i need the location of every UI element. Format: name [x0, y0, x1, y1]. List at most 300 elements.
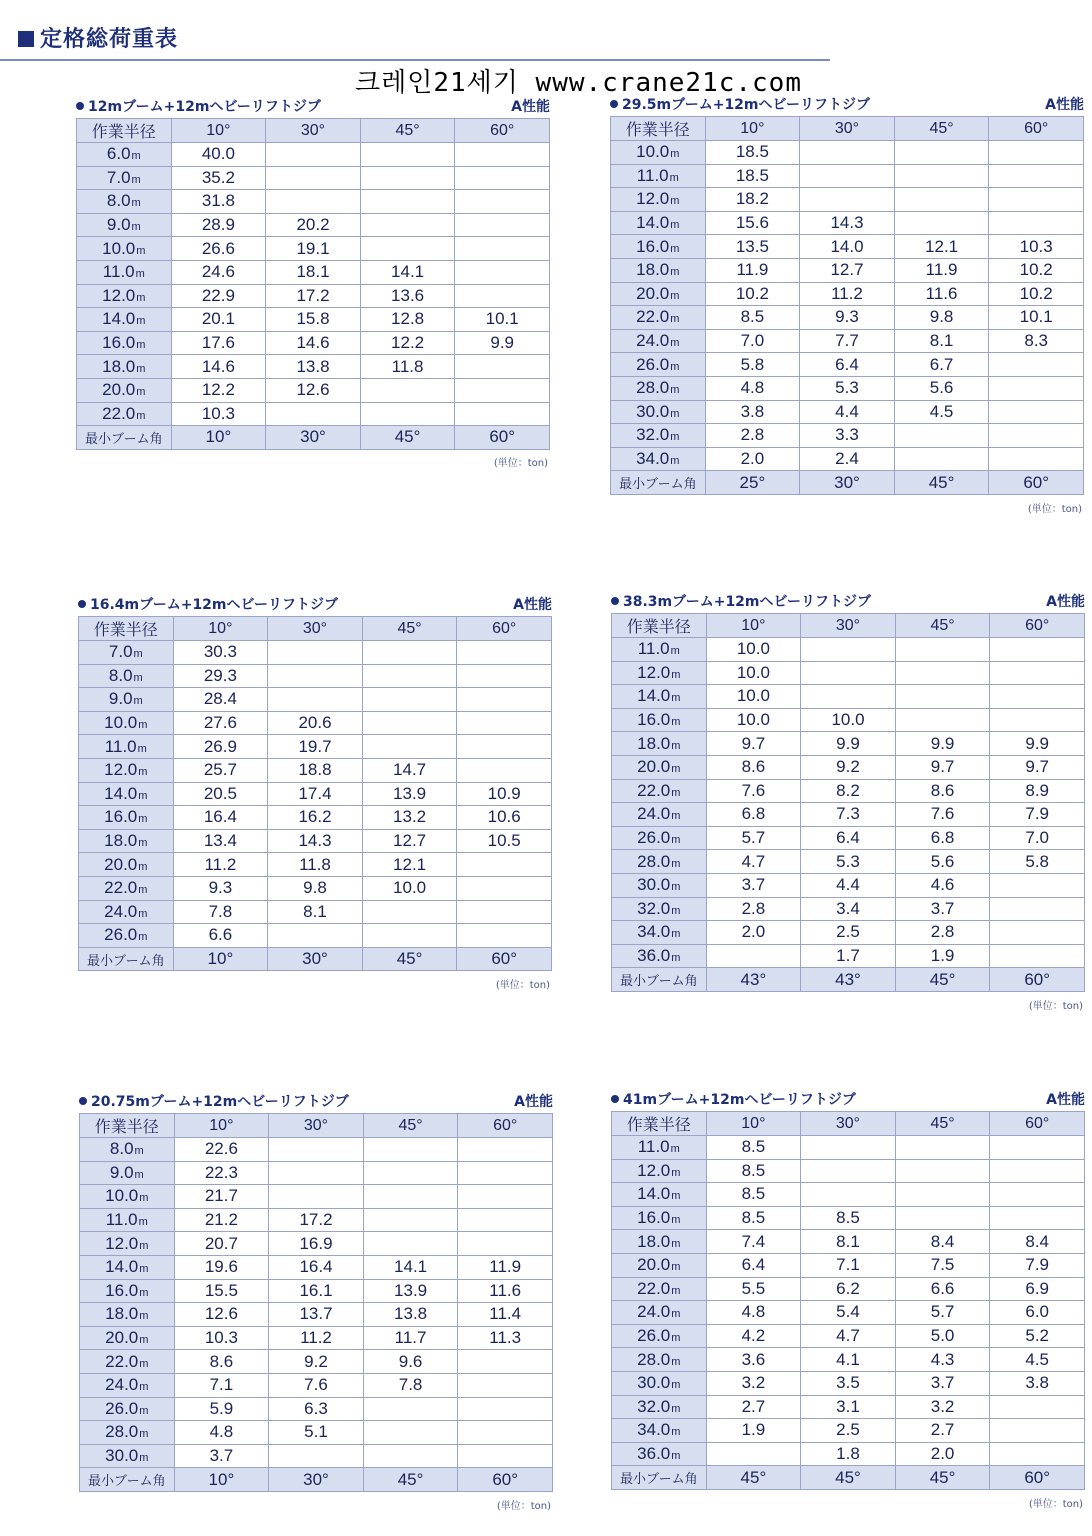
load-cell [363, 1397, 458, 1421]
table-row [79, 735, 552, 759]
table-row [611, 353, 1084, 377]
table-heading-text: 16.4mブーム+12mヘビーリフトジブ [90, 597, 338, 613]
load-cell: 5.2 [990, 1324, 1085, 1348]
load-cell [895, 1159, 990, 1183]
load-cell [455, 190, 550, 214]
radius-cell [80, 1161, 175, 1185]
working-radius-header: 作業半径 [612, 1112, 707, 1136]
min-angle-cell: 45° [801, 1466, 896, 1490]
load-cell: 6.3 [269, 1397, 364, 1421]
load-cell: 28.4 [173, 688, 268, 712]
radius-unit: m [670, 1143, 680, 1156]
load-cell: 2.8 [705, 424, 800, 448]
radius-cell [612, 755, 707, 779]
load-cell: 10.1 [989, 306, 1084, 330]
radius-unit: m [670, 266, 680, 279]
radius-cell [79, 688, 174, 712]
load-cell: 13.8 [266, 355, 361, 379]
radius-unit: m [134, 1145, 144, 1158]
load-cell: 6.6 [895, 1277, 990, 1301]
unit-note: (単位：ton) [1028, 1498, 1083, 1510]
performance-label: A性能 [1045, 97, 1084, 113]
load-cell [894, 188, 989, 212]
table-row [612, 708, 1085, 732]
radius-value: 16.0 [637, 1208, 671, 1228]
min-boom-angle-row [79, 947, 552, 971]
angle-header: 10° [706, 1112, 801, 1136]
radius-cell [611, 282, 706, 306]
load-cell: 18.8 [268, 758, 363, 782]
load-cell: 7.5 [895, 1253, 990, 1277]
load-cell [990, 873, 1085, 897]
table-heading-text: 20.75mブーム+12mヘビーリフトジブ [91, 1094, 349, 1110]
table-row [612, 1206, 1085, 1230]
load-cell: 31.8 [171, 190, 266, 214]
load-cell: 9.8 [894, 306, 989, 330]
radius-unit: m [138, 766, 148, 779]
radius-value: 14.0 [637, 686, 671, 706]
min-boom-angle-row [612, 1466, 1085, 1490]
min-angle-cell: 60° [989, 471, 1084, 495]
load-cell: 2.8 [895, 921, 990, 945]
radius-unit: m [671, 857, 681, 870]
radius-cell [79, 900, 174, 924]
radius-value: 9.0 [108, 689, 133, 709]
load-cell: 25.7 [173, 758, 268, 782]
load-cell: 13.5 [705, 235, 800, 259]
radius-cell [77, 143, 172, 167]
load-cell: 5.7 [706, 826, 801, 850]
radius-unit: m [671, 1237, 681, 1250]
load-cell: 2.8 [706, 897, 801, 921]
angle-header: 45° [362, 617, 457, 641]
table-row [611, 424, 1084, 448]
load-cell: 11.9 [458, 1255, 553, 1279]
table-row [611, 376, 1084, 400]
angle-header: 10° [171, 119, 266, 143]
radius-value: 20.0 [104, 854, 138, 874]
bullet-dot-icon [610, 100, 618, 108]
load-cell [458, 1373, 553, 1397]
table-row [611, 164, 1084, 188]
load-cell: 8.5 [706, 1206, 801, 1230]
table-row [79, 758, 552, 782]
load-cell: 5.3 [801, 850, 896, 874]
table-heading [610, 94, 1084, 114]
load-cell: 9.9 [455, 331, 550, 355]
header-row [77, 119, 550, 143]
load-cell [455, 143, 550, 167]
radius-unit: m [671, 1261, 681, 1274]
radius-cell [612, 1277, 707, 1301]
load-cell [362, 641, 457, 665]
load-cell [801, 661, 896, 685]
load-cell: 8.6 [174, 1350, 269, 1374]
radius-value: 26.0 [636, 354, 670, 374]
load-cell [895, 708, 990, 732]
radius-value: 7.0 [108, 642, 133, 662]
load-cell: 9.2 [269, 1350, 364, 1374]
load-cell [800, 188, 895, 212]
header-row [611, 117, 1084, 141]
min-angle-cell: 25° [705, 471, 800, 495]
load-cell: 6.8 [706, 803, 801, 827]
load-cell: 10.0 [801, 708, 896, 732]
load-cell [455, 355, 550, 379]
radius-value: 12.0 [636, 189, 670, 209]
radius-unit: m [138, 860, 148, 873]
table-row [80, 1208, 553, 1232]
load-cell [458, 1161, 553, 1185]
load-cell: 5.8 [990, 850, 1085, 874]
radius-value: 20.0 [637, 757, 671, 777]
radius-cell [79, 876, 174, 900]
radius-value: 22.0 [636, 307, 670, 327]
radius-unit: m [671, 716, 681, 729]
load-cell [990, 1206, 1085, 1230]
table-row [612, 779, 1085, 803]
load-cell: 10.3 [989, 235, 1084, 259]
load-cell: 30.3 [173, 641, 268, 665]
table-row [80, 1185, 553, 1209]
table-row [77, 213, 550, 237]
radius-value: 16.0 [104, 807, 138, 827]
load-cell [455, 402, 550, 426]
load-cell: 17.4 [268, 782, 363, 806]
radius-cell [612, 1206, 707, 1230]
load-cell: 8.2 [801, 779, 896, 803]
angle-header: 60° [990, 1112, 1085, 1136]
table-row [611, 329, 1084, 353]
angle-header: 10° [174, 1114, 269, 1138]
radius-cell [80, 1421, 175, 1445]
load-cell: 3.2 [706, 1371, 801, 1395]
table-row [79, 900, 552, 924]
table-row [77, 308, 550, 332]
radius-value: 10.0 [105, 1186, 139, 1206]
load-cell: 3.8 [705, 400, 800, 424]
load-cell: 14.6 [171, 355, 266, 379]
load-cell: 7.8 [363, 1373, 458, 1397]
min-boom-angle-row [612, 968, 1085, 992]
load-cell: 2.7 [895, 1419, 990, 1443]
load-cell: 12.6 [266, 378, 361, 402]
radius-value: 14.0 [104, 783, 138, 803]
radius-cell [77, 378, 172, 402]
load-cell: 9.7 [990, 755, 1085, 779]
radius-value: 24.0 [636, 331, 670, 351]
radius-value: 30.0 [636, 401, 670, 421]
min-angle-cell: 60° [455, 426, 550, 450]
min-angle-cell: 43° [801, 968, 896, 992]
table-row [77, 166, 550, 190]
radius-cell [80, 1326, 175, 1350]
radius-unit: m [136, 315, 146, 328]
load-cell [458, 1421, 553, 1445]
angle-header: 30° [801, 1112, 896, 1136]
radius-cell [80, 1255, 175, 1279]
radius-value: 18.0 [105, 1304, 139, 1324]
load-cell: 20.2 [266, 213, 361, 237]
load-cell: 13.8 [363, 1303, 458, 1327]
table-row [77, 355, 550, 379]
table-row [612, 944, 1085, 968]
load-cell: 22.6 [174, 1138, 269, 1162]
load-cell [266, 143, 361, 167]
radius-value: 8.0 [108, 665, 133, 685]
radius-unit: m [671, 1166, 681, 1179]
table-row [79, 711, 552, 735]
table-row [77, 378, 550, 402]
load-cell: 17.2 [269, 1208, 364, 1232]
load-cell: 2.0 [706, 921, 801, 945]
load-cell: 11.8 [360, 355, 455, 379]
min-angle-cell: 45° [895, 968, 990, 992]
radius-value: 28.0 [637, 1349, 671, 1369]
load-cell [895, 685, 990, 709]
radius-unit: m [671, 1402, 681, 1415]
load-cell: 27.6 [173, 711, 268, 735]
load-cell [269, 1444, 364, 1468]
load-cell: 9.7 [895, 755, 990, 779]
load-cell [363, 1161, 458, 1185]
load-cell: 9.3 [173, 876, 268, 900]
load-cell: 20.6 [268, 711, 363, 735]
angle-header: 30° [268, 617, 363, 641]
min-boom-angle-row [611, 471, 1084, 495]
load-cell: 9.6 [363, 1350, 458, 1374]
load-cell [990, 1136, 1085, 1160]
table-row [611, 141, 1084, 165]
load-cell: 7.0 [990, 826, 1085, 850]
radius-unit: m [134, 1168, 144, 1181]
load-cell [989, 353, 1084, 377]
radius-value: 12.0 [102, 285, 136, 305]
radius-cell [612, 944, 707, 968]
table-row [79, 876, 552, 900]
radius-unit: m [671, 1332, 681, 1345]
radius-value: 16.0 [105, 1280, 139, 1300]
radius-cell [77, 355, 172, 379]
angle-header: 60° [457, 617, 552, 641]
unit-note: (単位：ton) [1027, 503, 1082, 515]
load-cell: 11.7 [363, 1326, 458, 1350]
load-table [611, 1111, 1085, 1490]
load-cell: 12.7 [362, 829, 457, 853]
angle-header: 10° [705, 117, 800, 141]
radius-unit: m [671, 1379, 681, 1392]
min-angle-cell: 30° [800, 471, 895, 495]
load-cell [268, 664, 363, 688]
load-cell: 8.6 [895, 779, 990, 803]
table-row [612, 803, 1085, 827]
min-angle-cell: 45° [894, 471, 989, 495]
page-title-text: 定格総荷重表 [40, 27, 179, 52]
table-row [611, 306, 1084, 330]
load-cell [989, 424, 1084, 448]
load-cell [457, 876, 552, 900]
load-cell [990, 921, 1085, 945]
angle-header: 10° [173, 617, 268, 641]
load-cell [990, 685, 1085, 709]
angle-header: 60° [990, 614, 1085, 638]
load-cell: 7.0 [705, 329, 800, 353]
table-heading [79, 1091, 553, 1111]
load-cell: 4.8 [706, 1301, 801, 1325]
load-cell: 3.1 [801, 1395, 896, 1419]
load-cell [457, 853, 552, 877]
radius-unit: m [670, 242, 680, 255]
radius-cell [612, 661, 707, 685]
load-cell: 10.0 [706, 685, 801, 709]
radius-unit: m [133, 671, 143, 684]
load-cell [269, 1138, 364, 1162]
unit-note: (単位：ton) [493, 458, 548, 470]
load-cell [458, 1232, 553, 1256]
load-cell [362, 900, 457, 924]
load-cell [989, 211, 1084, 235]
load-cell [457, 664, 552, 688]
table-row [80, 1303, 553, 1327]
radius-cell [611, 235, 706, 259]
load-cell: 13.9 [362, 782, 457, 806]
load-cell [989, 164, 1084, 188]
radius-unit: m [138, 884, 148, 897]
load-cell: 17.2 [266, 284, 361, 308]
load-cell [455, 213, 550, 237]
radius-value: 34.0 [637, 1420, 671, 1440]
radius-unit: m [671, 786, 681, 799]
load-cell [363, 1208, 458, 1232]
min-boom-angle-label: 最小ブーム角 [80, 1468, 175, 1492]
load-cell: 26.6 [171, 237, 266, 261]
load-cell [706, 944, 801, 968]
radius-value: 14.0 [636, 213, 670, 233]
load-cell: 14.0 [800, 235, 895, 259]
bullet-dot-icon [76, 102, 84, 110]
radius-cell [79, 711, 174, 735]
load-cell [268, 924, 363, 948]
table-row [77, 237, 550, 261]
load-cell: 22.9 [171, 284, 266, 308]
min-angle-cell: 60° [990, 1466, 1085, 1490]
min-angle-cell: 60° [458, 1468, 553, 1492]
load-cell: 18.2 [705, 188, 800, 212]
load-cell [269, 1161, 364, 1185]
radius-cell [611, 211, 706, 235]
radius-value: 28.0 [105, 1422, 139, 1442]
load-cell: 4.6 [895, 873, 990, 897]
radius-cell [611, 258, 706, 282]
radius-cell [611, 329, 706, 353]
table-row [612, 1324, 1085, 1348]
angle-header: 60° [455, 119, 550, 143]
load-cell [360, 143, 455, 167]
radius-unit: m [139, 1310, 149, 1323]
load-cell: 10.3 [174, 1326, 269, 1350]
load-cell: 5.1 [269, 1421, 364, 1445]
min-angle-cell: 45° [363, 1468, 458, 1492]
load-cell: 10.0 [362, 876, 457, 900]
load-cell: 9.9 [895, 732, 990, 756]
unit-note: (単位：ton) [1028, 1000, 1083, 1012]
load-cell [989, 447, 1084, 471]
radius-unit: m [671, 1450, 681, 1463]
min-angle-cell: 43° [706, 968, 801, 992]
load-cell: 15.8 [266, 308, 361, 332]
radius-cell [612, 1419, 707, 1443]
radius-value: 18.0 [102, 356, 136, 376]
radius-value: 20.0 [636, 283, 670, 303]
load-cell [990, 708, 1085, 732]
radius-unit: m [136, 362, 146, 375]
radius-cell [612, 1136, 707, 1160]
table-row [612, 826, 1085, 850]
radius-unit: m [139, 1263, 149, 1276]
radius-cell [612, 732, 707, 756]
radius-cell [77, 166, 172, 190]
load-cell: 2.4 [800, 447, 895, 471]
load-cell: 21.7 [174, 1185, 269, 1209]
load-cell: 5.5 [706, 1277, 801, 1301]
load-cell: 13.7 [269, 1303, 364, 1327]
load-cell: 2.0 [705, 447, 800, 471]
min-boom-angle-label: 最小ブーム角 [611, 471, 706, 495]
radius-cell [77, 331, 172, 355]
radius-unit: m [671, 952, 681, 965]
radius-cell [80, 1208, 175, 1232]
radius-unit: m [670, 219, 680, 232]
radius-unit: m [670, 195, 680, 208]
radius-cell [612, 1159, 707, 1183]
load-cell: 12.1 [894, 235, 989, 259]
table-row [80, 1255, 553, 1279]
load-cell: 9.3 [800, 306, 895, 330]
load-cell: 6.4 [706, 1253, 801, 1277]
radius-unit: m [136, 409, 146, 422]
load-cell [455, 260, 550, 284]
min-angle-cell: 60° [457, 947, 552, 971]
load-cell [457, 900, 552, 924]
radius-cell [611, 400, 706, 424]
radius-value: 22.0 [637, 1278, 671, 1298]
radius-cell [612, 638, 707, 662]
load-table [79, 1113, 553, 1492]
radius-unit: m [671, 810, 681, 823]
load-cell: 4.7 [801, 1324, 896, 1348]
load-cell: 8.5 [706, 1183, 801, 1207]
load-cell [801, 685, 896, 709]
load-cell [990, 1442, 1085, 1466]
radius-cell [77, 237, 172, 261]
load-cell [990, 661, 1085, 685]
radius-unit: m [138, 1216, 148, 1229]
load-cell: 11.9 [705, 258, 800, 282]
load-cell [457, 641, 552, 665]
radius-unit: m [139, 1286, 149, 1299]
load-cell [266, 402, 361, 426]
load-cell: 40.0 [171, 143, 266, 167]
table-row [77, 284, 550, 308]
load-cell [801, 1159, 896, 1183]
angle-header: 60° [989, 117, 1084, 141]
working-radius-header: 作業半径 [77, 119, 172, 143]
table-heading-text: 41mブーム+12mヘビーリフトジブ [623, 1092, 856, 1108]
load-cell: 8.1 [801, 1230, 896, 1254]
radius-cell [79, 782, 174, 806]
load-cell: 13.4 [173, 829, 268, 853]
radius-value: 20.0 [637, 1255, 671, 1275]
